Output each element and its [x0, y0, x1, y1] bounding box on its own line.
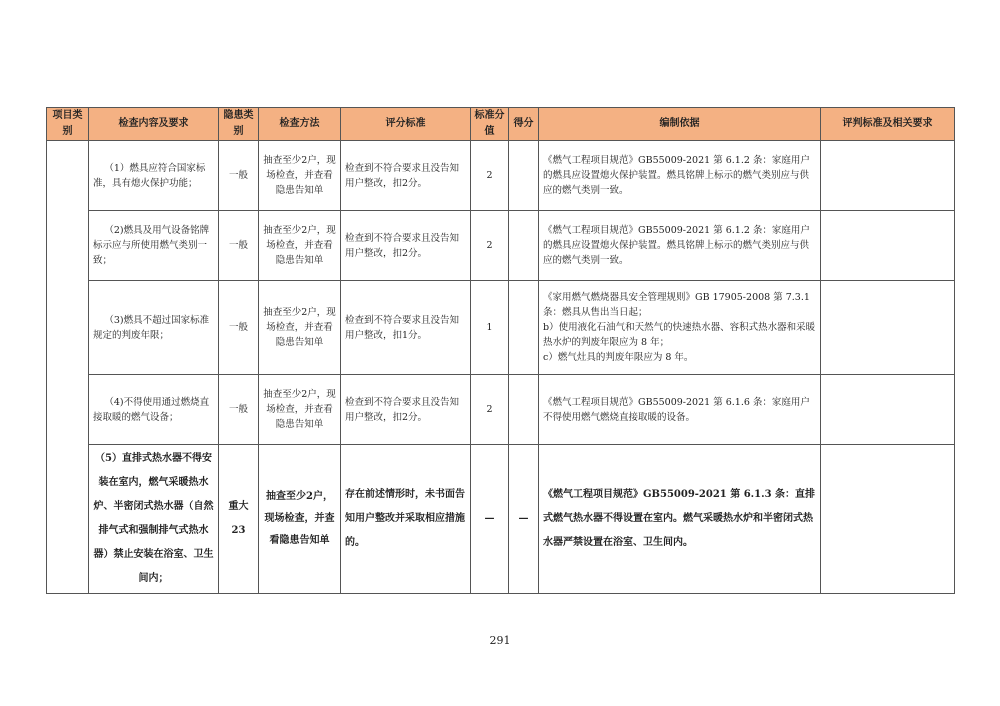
- header-requirements: 评判标准及相关要求: [821, 108, 955, 141]
- score-std-cell: 2: [471, 211, 509, 281]
- table-row: [47, 375, 955, 445]
- hazard-cell: 一般: [219, 375, 259, 445]
- header-score-std: 标准分值: [471, 108, 509, 141]
- score-cell: [509, 141, 539, 211]
- basis-line: 《燃气工程项目规范》GB55009-2021 第 6.1.2 条：家庭用户的燃具应设置熄火保护装置。燃具铭牌上标示的燃气类别应与供应的燃气类别一致。: [543, 155, 810, 196]
- standard-cell: 检查到不符合要求且没告知用户整改，扣2分。: [341, 375, 471, 445]
- table-row: [47, 211, 955, 281]
- category-cell: [47, 141, 89, 594]
- standard-cell: 检查到不符合要求且没告知用户整改，扣2分。: [341, 141, 471, 211]
- standard-cell: 检查到不符合要求且没告知用户整改，扣1分。: [341, 281, 471, 375]
- basis-line: 《家用燃气燃烧器具安全管理规则》GB 17905-2008 第 7.3.1 条：燃具从售出当日起；: [543, 292, 810, 318]
- basis-cell: [539, 211, 821, 281]
- basis-cell: [539, 445, 821, 594]
- header-score: 得分: [509, 108, 539, 141]
- basis-line: 《燃气工程项目规范》GB55009-2021 第 6.1.2 条：家庭用户的燃具应设置熄火保护装置。燃具铭牌上标示的燃气类别应与供应的燃气类别一致。: [543, 225, 810, 266]
- method-cell: 抽查至少2户，现场检查，并查看隐患告知单: [259, 445, 341, 594]
- header-row: [47, 108, 955, 141]
- requirements-cell: [821, 445, 955, 594]
- basis-line: 《燃气工程项目规范》GB55009-2021 第 6.1.6 条：家庭用户不得使用燃气燃烧直接取暖的设备。: [543, 396, 810, 423]
- header-category: 项目类别: [47, 108, 89, 141]
- method-cell: 抽查至少2户，现场检查，并查看隐患告知单: [259, 281, 341, 375]
- score-cell: —: [509, 445, 539, 594]
- hazard-cell: 一般: [219, 141, 259, 211]
- score-cell: [509, 281, 539, 375]
- score-cell: [509, 211, 539, 281]
- table-row: [47, 281, 955, 375]
- hazard-cell: 重大 23: [219, 445, 259, 594]
- standard-cell: 检查到不符合要求且没告知用户整改，扣2分。: [341, 211, 471, 281]
- table-row: [47, 141, 955, 211]
- requirements-cell: [821, 281, 955, 375]
- score-std-cell: 1: [471, 281, 509, 375]
- standard-cell: 存在前述情形时，未书面告知用户整改并采取相应措施的。: [341, 445, 471, 594]
- basis-cell: [539, 281, 821, 375]
- score-cell: [509, 375, 539, 445]
- page-number: 291: [489, 634, 511, 647]
- method-cell: 抽查至少2户，现场检查，并查看隐患告知单: [259, 211, 341, 281]
- basis-cell: [539, 375, 821, 445]
- score-std-cell: 2: [471, 375, 509, 445]
- requirements-cell: [821, 141, 955, 211]
- score-std-cell: 2: [471, 141, 509, 211]
- basis-line: c）燃气灶具的判废年限应为 8 年。: [543, 352, 694, 363]
- basis-line: 《燃气工程项目规范》GB55009-2021 第 6.1.3 条：直排式燃气热水器不得设置在室内。燃气采暖热水炉和半密闭式热水器严禁设置在浴室、卫生间内。: [543, 489, 816, 548]
- content-cell: （3)燃具不超过国家标准规定的判废年限；: [89, 281, 219, 375]
- requirements-cell: [821, 211, 955, 281]
- header-standard: 评分标准: [341, 108, 471, 141]
- header-method: 检查方法: [259, 108, 341, 141]
- header-hazard: 隐患类别: [219, 108, 259, 141]
- content-cell: （1）燃具应符合国家标准，具有熄火保护功能；: [89, 141, 219, 211]
- content-cell: （4)不得使用通过燃烧直接取暖的燃气设备；: [89, 375, 219, 445]
- requirements-cell: [821, 375, 955, 445]
- content-cell: （5）直排式热水器不得安装在室内，燃气采暖热水炉、半密闭式热水器（自然排气式和强制排气式热水器）禁止安装在浴室、卫生间内；: [89, 445, 219, 594]
- header-basis: 编制依据: [539, 108, 821, 141]
- method-cell: 抽查至少2户，现场检查，并查看隐患告知单: [259, 141, 341, 211]
- content-cell: （2)燃具及用气设备铭牌标示应与所使用燃气类别一致；: [89, 211, 219, 281]
- hazard-cell: 一般: [219, 281, 259, 375]
- header-content: 检查内容及要求: [89, 108, 219, 141]
- score-std-cell: —: [471, 445, 509, 594]
- hazard-cell: 一般: [219, 211, 259, 281]
- basis-line: b）使用液化石油气和天然气的快速热水器、容积式热水器和采暖热水炉的判废年限应为 8 年；: [543, 322, 816, 348]
- basis-cell: [539, 141, 821, 211]
- table-row: [47, 445, 955, 594]
- method-cell: 抽查至少2户，现场检查，并查看隐患告知单: [259, 375, 341, 445]
- inspection-table: [46, 107, 955, 594]
